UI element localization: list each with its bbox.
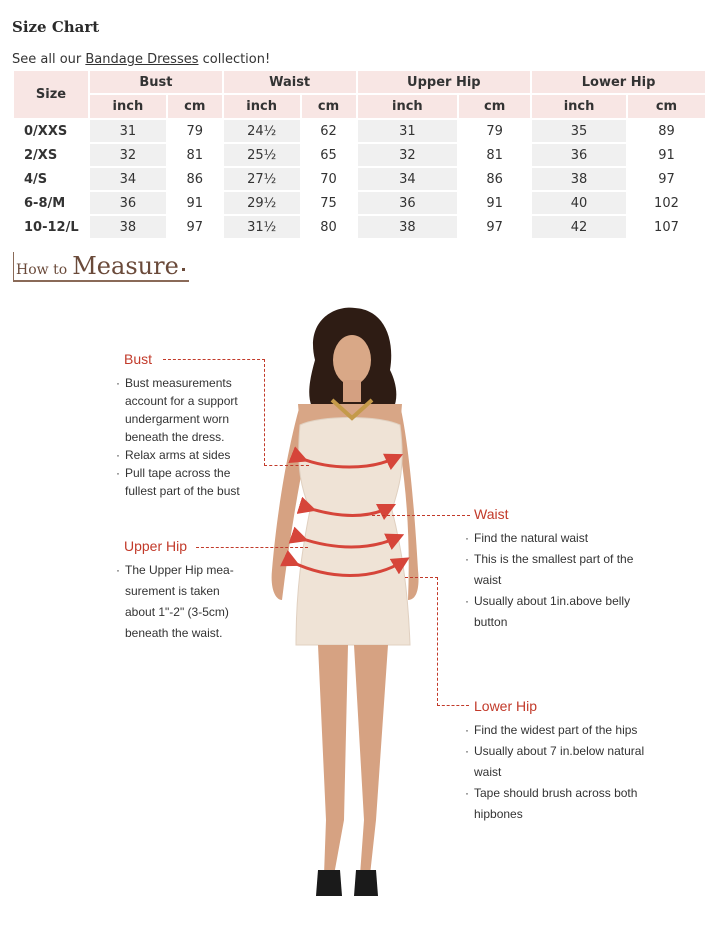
table-cell: 97 (168, 216, 222, 238)
waist-connector-line (372, 515, 470, 516)
waist-bullet: · Usually about 1in.above belly (465, 591, 633, 612)
unit-header: inch (90, 95, 166, 118)
table-cell: 38 (358, 216, 458, 238)
table-cell: 31 (90, 120, 166, 142)
face-shape (333, 335, 371, 385)
size-label: 0/XXS (14, 120, 88, 142)
bust-title: Bust (124, 351, 153, 367)
legs-shape (354, 645, 388, 875)
size-label: 2/XS (14, 144, 88, 166)
lower-hip-connector-line (405, 577, 438, 706)
table-cell: 91 (168, 192, 222, 214)
upper-hip-bullet-continuation: about 1"-2" (3-5cm) (125, 605, 229, 619)
size-label: 4/S (14, 168, 88, 190)
intro-text (12, 52, 270, 67)
table-cell: 25½ (224, 144, 300, 166)
table-cell: 79 (459, 120, 530, 142)
unit-header: cm (302, 95, 356, 118)
bust-bullet-continuation: beneath the dress. (125, 430, 225, 444)
waist-bullets (465, 528, 633, 633)
table-cell: 97 (628, 168, 705, 190)
lower-hip-bullet: · Usually about 7 in.below natural (465, 741, 644, 762)
waist-bullet-continuation: waist (474, 573, 502, 587)
size-column-header: Size (14, 71, 88, 118)
waist-bullet: · This is the smallest part of the (465, 549, 633, 570)
table-cell: 70 (302, 168, 356, 190)
upper-hip-group-header: Upper Hip (358, 71, 531, 93)
page-title: Size Chart (12, 18, 100, 36)
table-cell: 80 (302, 216, 356, 238)
intro-suffix: collection! (198, 52, 271, 67)
table-cell: 32 (358, 144, 458, 166)
upper-hip-bullet-continuation: beneath the waist. (125, 626, 223, 640)
lower-hip-title: Lower Hip (474, 698, 538, 714)
intro-prefix: See all our (12, 52, 86, 67)
bust-bullet: · Pull tape across the (116, 464, 240, 482)
lower-hip-bullets (465, 720, 644, 825)
unit-header: inch (532, 95, 626, 118)
table-cell: 75 (302, 192, 356, 214)
waist-group-header: Waist (224, 71, 356, 93)
lower-hip-connector-tail (437, 705, 469, 706)
bust-bullet-continuation: undergarment worn (125, 412, 230, 426)
table-cell: 34 (90, 168, 166, 190)
table-cell: 42 (532, 216, 626, 238)
upper-hip-title: Upper Hip (124, 538, 188, 554)
table-cell: 32 (90, 144, 166, 166)
lower-hip-bullet-continuation: hipbones (474, 807, 523, 821)
bust-bullets (116, 374, 240, 500)
bandage-dresses-link[interactable]: Bandage Dresses (85, 52, 199, 67)
waist-bullet: · Find the natural waist (465, 528, 633, 549)
upper-hip-bullet: · The Upper Hip mea- (116, 560, 234, 581)
table-cell: 29½ (224, 192, 300, 214)
measure-text: Measure (72, 252, 179, 280)
table-cell: 31 (358, 120, 458, 142)
size-label: 6-8/M (14, 192, 88, 214)
table-cell: 91 (628, 144, 705, 166)
upper-hip-bullet-continuation: surement is taken (125, 584, 220, 598)
upper-hip-connector-line (196, 547, 308, 548)
table-cell: 86 (459, 168, 530, 190)
lower-hip-bullet: · Find the widest part of the hips (465, 720, 644, 741)
table-cell: 24½ (224, 120, 300, 142)
table-cell: 31½ (224, 216, 300, 238)
table-row (14, 192, 705, 214)
table-cell: 36 (358, 192, 458, 214)
table-cell: 38 (90, 216, 166, 238)
waist-title: Waist (474, 506, 509, 522)
table-cell: 36 (90, 192, 166, 214)
table-cell: 107 (628, 216, 705, 238)
unit-header: cm (168, 95, 222, 118)
lower-hip-bullet-continuation: waist (474, 765, 502, 779)
unit-header: cm (459, 95, 530, 118)
upper-hip-bullets (116, 560, 234, 644)
bust-bullet: · Bust measurements (116, 374, 240, 392)
table-cell: 34 (358, 168, 458, 190)
table-cell: 79 (168, 120, 222, 142)
unit-header: inch (358, 95, 458, 118)
legs-shape (318, 645, 348, 875)
size-chart-table (12, 69, 707, 240)
bust-connector-tail (264, 465, 309, 466)
how-to-text: How to (16, 262, 68, 278)
how-to-measure-heading (13, 252, 189, 282)
bust-group-header: Bust (90, 71, 222, 93)
bust-bullet-continuation: account for a support (125, 394, 238, 408)
lower-hip-bullet: · Tape should brush across both (465, 783, 644, 804)
table-cell: 86 (168, 168, 222, 190)
table-row (14, 216, 705, 238)
table-cell: 27½ (224, 168, 300, 190)
lower-hip-group-header: Lower Hip (532, 71, 705, 93)
table-cell: 65 (302, 144, 356, 166)
table-cell: 35 (532, 120, 626, 142)
unit-header: cm (628, 95, 705, 118)
table-cell: 89 (628, 120, 705, 142)
table-cell: 102 (628, 192, 705, 214)
table-cell: 91 (459, 192, 530, 214)
neck-shape (343, 380, 361, 402)
table-cell: 36 (532, 144, 626, 166)
waist-bullet-continuation: button (474, 615, 508, 629)
table-cell: 97 (459, 216, 530, 238)
table-cell: 40 (532, 192, 626, 214)
table-cell: 38 (532, 168, 626, 190)
right-shoe-shape (354, 870, 378, 896)
table-cell: 62 (302, 120, 356, 142)
bust-bullet: · Relax arms at sides (116, 446, 240, 464)
bust-bullet-continuation: fullest part of the bust (125, 484, 240, 498)
dress-shape (296, 418, 410, 646)
table-row (14, 144, 705, 166)
table-row (14, 168, 705, 190)
left-shoe-shape (316, 870, 342, 896)
table-cell: 81 (168, 144, 222, 166)
heading-dot-icon (182, 268, 185, 271)
table-row (14, 120, 705, 142)
unit-header: inch (224, 95, 300, 118)
table-cell: 81 (459, 144, 530, 166)
size-label: 10-12/L (14, 216, 88, 238)
